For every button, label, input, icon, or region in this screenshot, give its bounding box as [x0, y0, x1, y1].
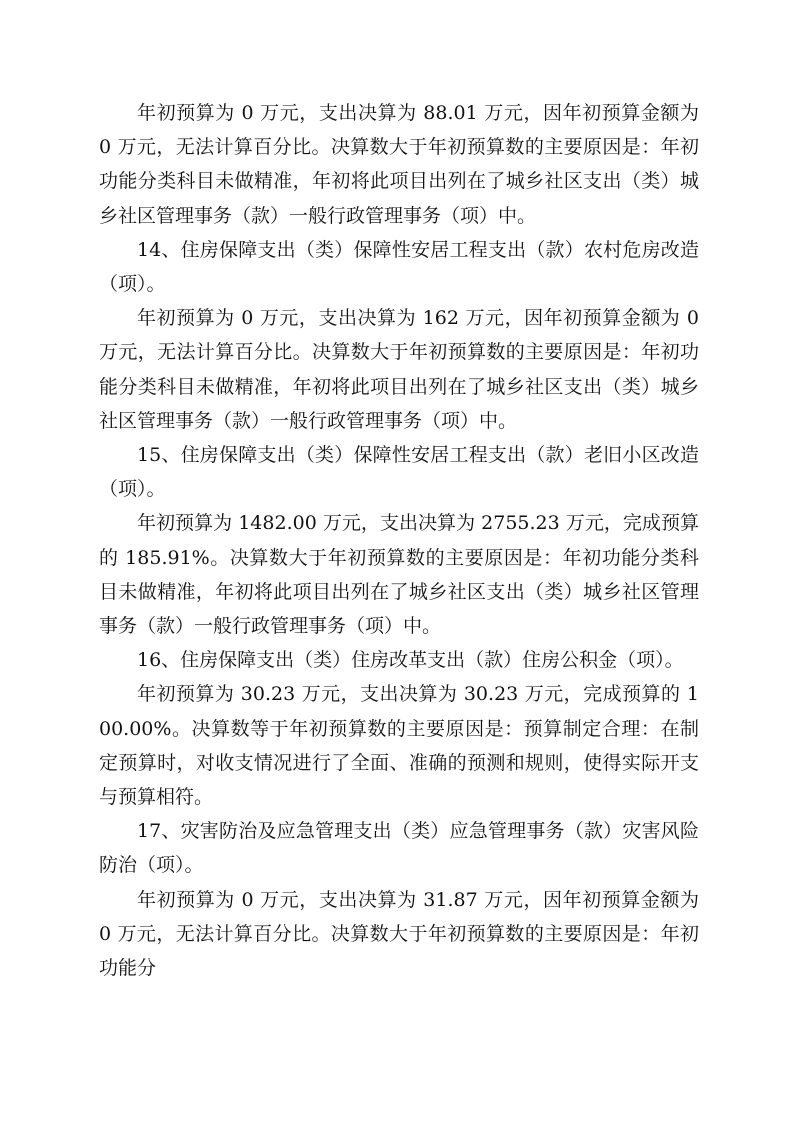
heading-item-17-disaster-risk-prevention: 17、灾害防治及应急管理支出（类）应急管理事务（款）灾害风险防治（项）。 [99, 820, 699, 877]
paragraph-budget-urban-general-admin: 年初预算为 0 万元，支出决算为 88.01 万元，因年初预算金额为 0 万元，无法计算百分比。决算数大于年初预算数的主要原因是：年初功能分类科目未做精准，年初将此项目出列在了城乡社区支出（类）城乡社区管理事务（款）一般行政管理事务（项）中。 [99, 102, 699, 227]
heading-item-15-old-community-renovation: 15、住房保障支出（类）保障性安居工程支出（款）老旧小区改造（项）。 [99, 444, 699, 501]
paragraph-budget-old-community-renovation: 年初预算为 1482.00 万元，支出决算为 2755.23 万元，完成预算的 185.91%。决算数大于年初预算数的主要原因是：年初功能分类科目未做精准，年初将此项目出列在了城乡社区支出（类）城乡社区管理事务（款）一般行政管理事务（项）中。 [99, 512, 699, 638]
paragraph-budget-disaster-risk-prevention: 年初预算为 0 万元，支出决算为 31.87 万元，因年初预算金额为 0 万元，无法计算百分比。决算数大于年初预算数的主要原因是：年初功能分 [99, 888, 699, 980]
paragraph-budget-rural-house-renovation: 年初预算为 0 万元，支出决算为 162 万元，因年初预算金额为 0 万元，无法计算百分比。决算数大于年初预算数的主要原因是：年初功能分类科目未做精准，年初将此项目出列在了城乡社区支出（类）城乡社区管理事务（款）一般行政管理事务（项）中。 [99, 307, 699, 432]
document-body [99, 96, 699, 985]
heading-item-14-rural-house-renovation: 14、住房保障支出（类）保障性安居工程支出（款）农村危房改造（项）。 [99, 238, 699, 296]
heading-item-16-housing-provident-fund: 16、住房保障支出（类）住房改革支出（款）住房公积金（项）。 [137, 649, 684, 672]
paragraph-budget-housing-provident-fund: 年初预算为 30.23 万元，支出决算为 30.23 万元，完成预算的 100.00%。决算数等于年初预算数的主要原因是：预算制定合理：在制定预算时，对收支情况进行了全面、准确的预测和规则，使得实际开支与预算相符。 [99, 683, 699, 809]
